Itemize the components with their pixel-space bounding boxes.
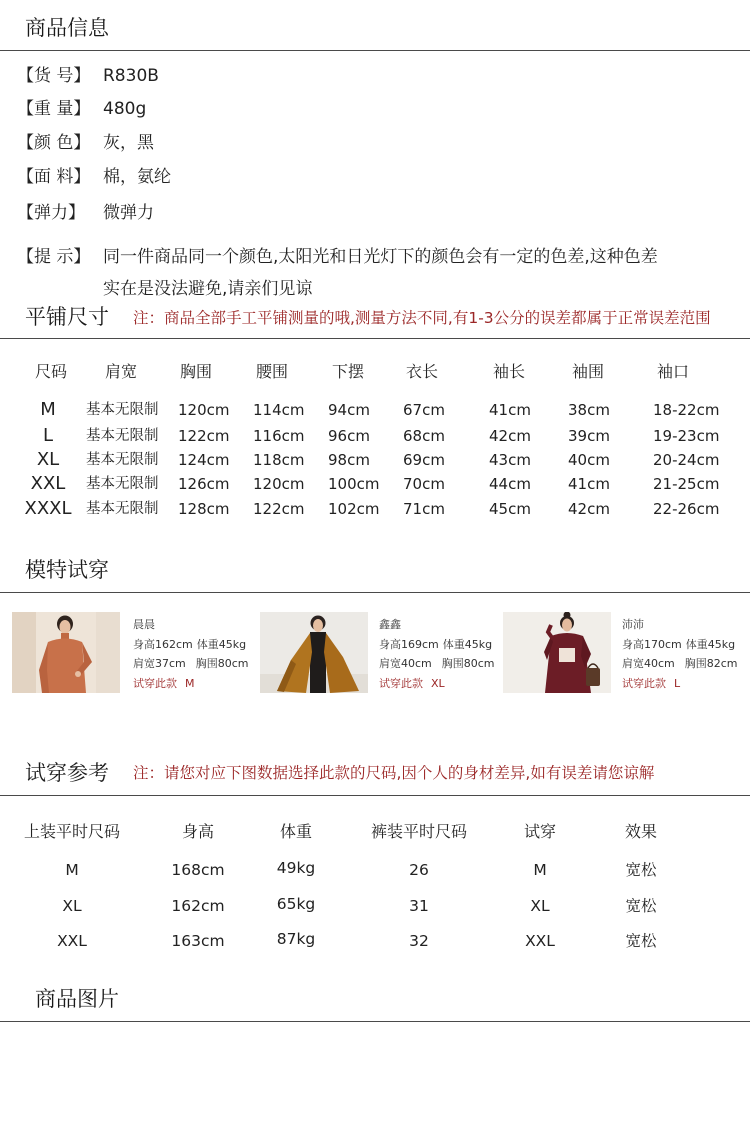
section-divider	[0, 592, 750, 593]
size-cell-sleeve-width: 42cm	[568, 500, 610, 518]
model-height: 身高170cm	[622, 638, 682, 651]
size-cell-size: XXXL	[24, 498, 72, 519]
model-measurements	[133, 656, 249, 672]
model-name: 鑫鑫	[379, 618, 401, 631]
size-cell-bust: 122cm	[178, 427, 230, 445]
model-measurements	[622, 656, 738, 672]
size-cell-bust: 126cm	[178, 475, 230, 493]
size-cell-size: M	[40, 399, 56, 420]
section-title-model-fitting: 模特试穿	[25, 558, 109, 582]
fit-header-effect: 效果	[624, 822, 657, 841]
size-cell-length: 68cm	[403, 427, 445, 445]
info-label: 【重 量】	[17, 99, 91, 119]
size-header-length: 衣长	[406, 362, 439, 381]
fit-cell-effect: 宽松	[625, 861, 657, 879]
section-divider	[0, 50, 750, 51]
model-photo-image	[260, 612, 368, 693]
section-title-product-info: 商品信息	[25, 16, 109, 40]
model-bust: 胸围80cm	[195, 657, 249, 670]
section-title-size-chart: 平铺尺寸	[25, 305, 109, 329]
size-cell-hem: 98cm	[328, 451, 370, 469]
info-label: 【弹力】	[17, 203, 85, 223]
fit-cell-tried-size: M	[533, 861, 547, 879]
fit-header-tried-size: 试穿	[523, 822, 556, 841]
size-cell-shoulder: 基本无限制	[86, 452, 159, 468]
size-cell-length: 71cm	[403, 500, 445, 518]
section-title-product-pictures: 商品图片	[35, 987, 119, 1011]
size-cell-sleeve-length: 43cm	[489, 451, 531, 469]
section-divider	[0, 795, 750, 796]
size-cell-length: 70cm	[403, 475, 445, 493]
model-stats	[379, 637, 492, 653]
fit-cell-effect: 宽松	[625, 897, 657, 915]
size-cell-waist: 116cm	[253, 427, 305, 445]
fit-header-height: 身高	[181, 822, 214, 841]
info-value: 480g	[103, 99, 147, 119]
model-name: 晨晨	[133, 618, 155, 631]
tip-text-line: 同一件商品同一个颜色,太阳光和日光灯下的颜色会有一定的色差,这种色差	[103, 247, 658, 267]
size-cell-shoulder: 基本无限制	[86, 428, 159, 444]
model-bust: 胸围80cm	[441, 657, 495, 670]
model-photo	[503, 612, 611, 693]
model-weight: 体重45kg	[196, 638, 247, 651]
size-cell-size: XL	[36, 449, 60, 470]
size-cell-shoulder: 基本无限制	[86, 501, 159, 517]
size-cell-sleeve-length: 45cm	[489, 500, 531, 518]
model-try-label: 试穿此款	[133, 677, 177, 690]
model-try-size: L	[674, 677, 681, 690]
size-cell-sleeve-length: 42cm	[489, 427, 531, 445]
size-cell-cuff: 21-25cm	[653, 475, 720, 493]
fit-header-weight: 体重	[279, 822, 312, 841]
size-cell-cuff: 20-24cm	[653, 451, 720, 469]
fit-cell-height: 163cm	[171, 932, 225, 950]
model-try-label: 试穿此款	[379, 677, 423, 690]
size-header-hem: 下摆	[332, 362, 365, 381]
fit-cell-weight: 65kg	[276, 895, 316, 913]
size-cell-cuff: 19-23cm	[653, 427, 720, 445]
size-cell-sleeve-width: 41cm	[568, 475, 610, 493]
model-photo-image	[12, 612, 120, 693]
model-try-size: XL	[431, 677, 445, 690]
fit-cell-top-size: XXL	[57, 932, 87, 950]
size-header-waist: 腰围	[256, 362, 289, 381]
fit-cell-pants-size: 26	[409, 861, 429, 879]
fit-cell-height: 168cm	[171, 861, 225, 879]
size-chart-note: 注：商品全部手工平铺测量的哦,测量方法不同,有1-3公分的误差都属于正常误差范围	[133, 309, 711, 327]
size-header-size: 尺码	[35, 362, 68, 381]
model-height: 身高169cm	[379, 638, 439, 651]
info-value: R830B	[103, 66, 159, 86]
fit-cell-pants-size: 31	[409, 897, 429, 915]
size-cell-bust: 124cm	[178, 451, 230, 469]
size-cell-waist: 118cm	[253, 451, 305, 469]
model-bust: 胸围82cm	[684, 657, 738, 670]
fit-cell-height: 162cm	[171, 897, 225, 915]
info-label: 【面 料】	[17, 167, 91, 187]
tip-text-line: 实在是没法避免,请亲们见谅	[103, 279, 313, 299]
fit-header-pants-size: 裤装平时尺码	[370, 822, 467, 841]
size-header-sleeve-width: 袖围	[572, 362, 605, 381]
section-divider	[0, 1021, 750, 1022]
model-weight: 体重45kg	[685, 638, 736, 651]
model-tried-size	[622, 676, 680, 692]
size-cell-shoulder: 基本无限制	[86, 402, 159, 418]
size-cell-waist: 114cm	[253, 401, 305, 419]
size-cell-sleeve-width: 40cm	[568, 451, 610, 469]
model-measurements	[379, 656, 495, 672]
size-header-cuff: 袖口	[657, 362, 690, 381]
model-shoulder: 肩宽40cm	[622, 657, 675, 670]
size-cell-length: 69cm	[403, 451, 445, 469]
fit-header-top-size: 上装平时尺码	[23, 822, 120, 841]
fit-cell-top-size: XL	[62, 897, 82, 915]
size-cell-bust: 120cm	[178, 401, 230, 419]
info-value: 微弹力	[103, 203, 154, 223]
size-cell-hem: 102cm	[328, 500, 380, 518]
info-value: 灰，黑	[103, 133, 154, 153]
fit-cell-weight: 87kg	[276, 930, 316, 948]
model-try-label: 试穿此款	[622, 677, 666, 690]
size-cell-waist: 120cm	[253, 475, 305, 493]
section-divider	[0, 338, 750, 339]
size-header-shoulder: 肩宽	[105, 362, 138, 381]
info-value: 棉，氨纶	[103, 167, 171, 187]
section-title-fit-reference: 试穿参考	[25, 761, 109, 785]
size-cell-hem: 96cm	[328, 427, 370, 445]
model-photo	[260, 612, 368, 693]
size-cell-bust: 128cm	[178, 500, 230, 518]
fit-cell-pants-size: 32	[409, 932, 429, 950]
model-height: 身高162cm	[133, 638, 193, 651]
size-cell-cuff: 18-22cm	[653, 401, 720, 419]
model-shoulder: 肩宽40cm	[379, 657, 432, 670]
info-label: 【颜 色】	[17, 133, 91, 153]
fit-cell-top-size: M	[65, 861, 79, 879]
fit-cell-weight: 49kg	[276, 859, 316, 877]
model-shoulder: 肩宽37cm	[133, 657, 186, 670]
model-tried-size	[379, 676, 445, 692]
size-cell-sleeve-length: 44cm	[489, 475, 531, 493]
size-cell-sleeve-length: 41cm	[489, 401, 531, 419]
size-cell-size: XXL	[30, 473, 66, 494]
size-cell-shoulder: 基本无限制	[86, 476, 159, 492]
model-stats	[622, 637, 735, 653]
fit-reference-note: 注：请您对应下图数据选择此款的尺码,因个人的身材差异,如有误差请您谅解	[133, 764, 655, 782]
model-photo-image	[503, 612, 611, 693]
size-cell-hem: 94cm	[328, 401, 370, 419]
fit-cell-tried-size: XXL	[525, 932, 555, 950]
size-header-bust: 胸围	[180, 362, 213, 381]
size-cell-cuff: 22-26cm	[653, 500, 720, 518]
size-cell-size: L	[42, 425, 54, 446]
model-photo	[12, 612, 120, 693]
info-label: 【提 示】	[17, 247, 91, 267]
size-cell-sleeve-width: 38cm	[568, 401, 610, 419]
size-cell-length: 67cm	[403, 401, 445, 419]
size-cell-sleeve-width: 39cm	[568, 427, 610, 445]
fit-cell-effect: 宽松	[625, 932, 657, 950]
model-weight: 体重45kg	[442, 638, 493, 651]
size-cell-hem: 100cm	[328, 475, 380, 493]
size-cell-waist: 122cm	[253, 500, 305, 518]
model-try-size: M	[185, 677, 195, 690]
model-stats	[133, 637, 246, 653]
model-name: 沛沛	[622, 618, 644, 631]
info-label: 【货 号】	[17, 66, 91, 86]
fit-cell-tried-size: XL	[530, 897, 550, 915]
model-tried-size	[133, 676, 195, 692]
size-header-sleeve-length: 袖长	[493, 362, 526, 381]
